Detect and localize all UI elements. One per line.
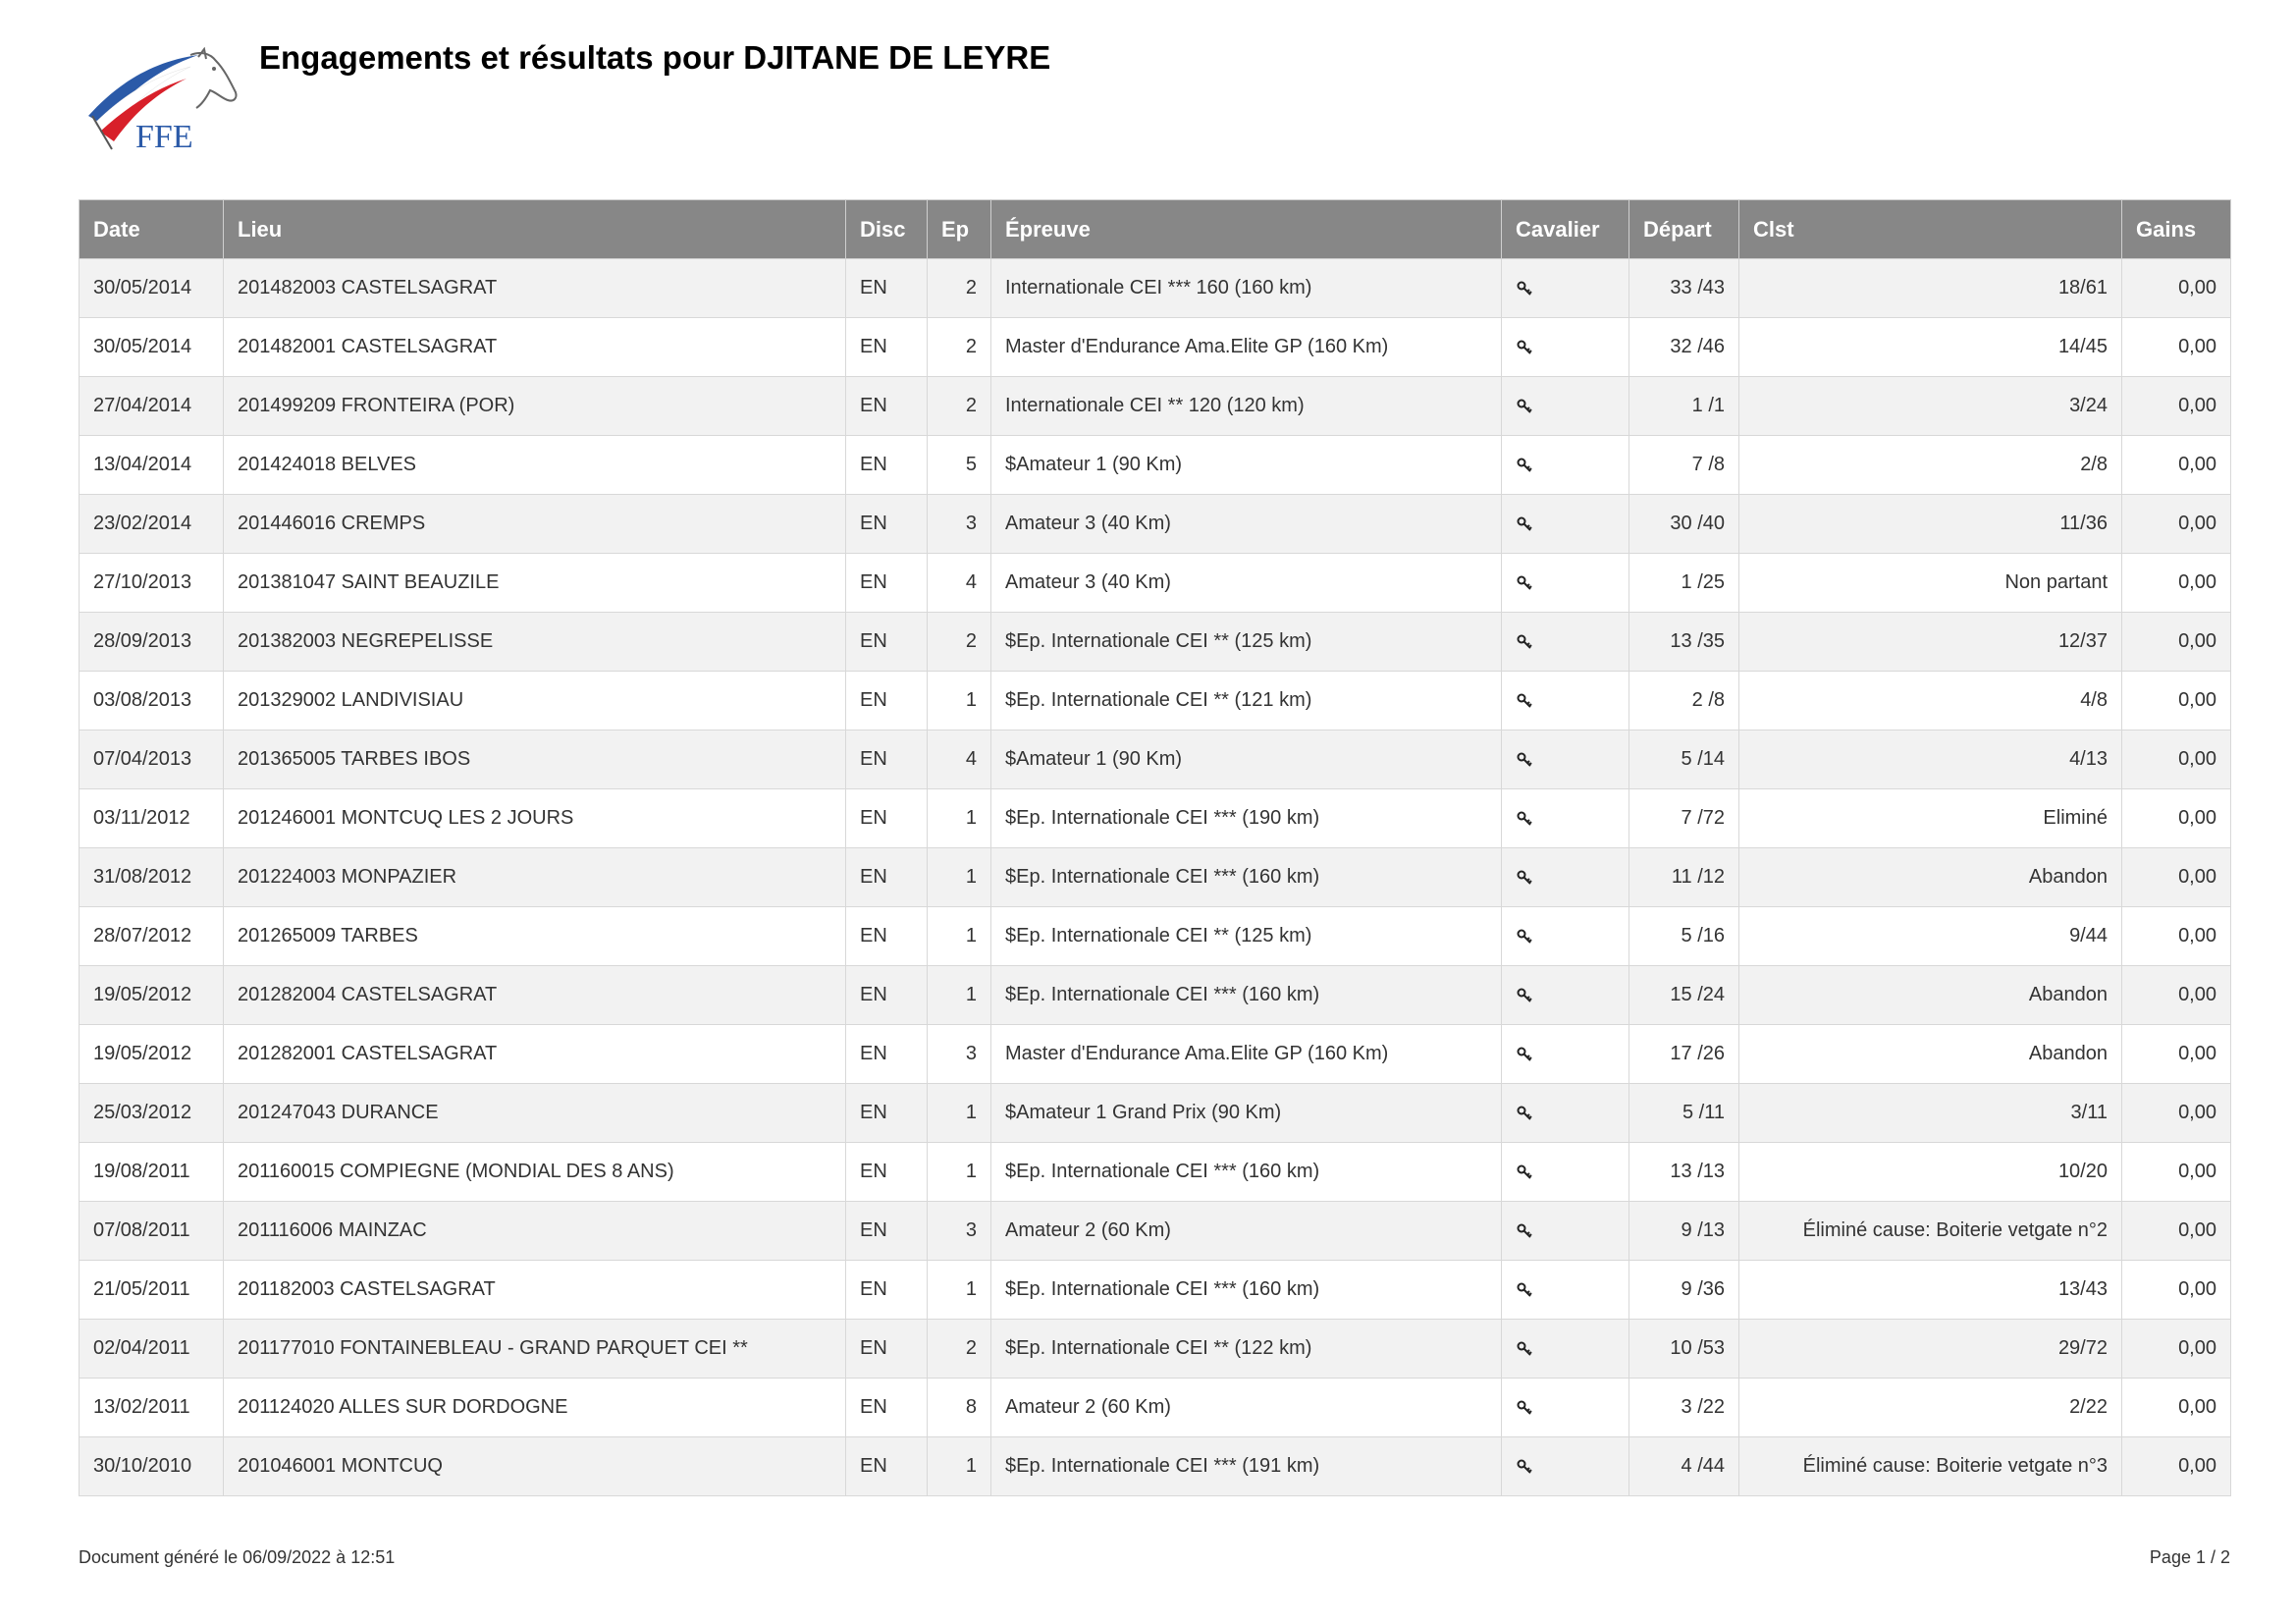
cell-depart: 17 /26 — [1629, 1025, 1739, 1084]
table-row — [80, 554, 2231, 613]
table-row — [80, 1025, 2231, 1084]
column-header-gains[interactable]: Gains — [2122, 200, 2231, 259]
table-row — [80, 1202, 2231, 1261]
cell-depart: 13 /35 — [1629, 613, 1739, 672]
cell-disc: EN — [846, 672, 928, 730]
key-icon — [1516, 691, 1535, 711]
key-icon — [1516, 338, 1535, 357]
cell-clst: Abandon — [1739, 1025, 2122, 1084]
cell-epreuve: Internationale CEI *** 160 (160 km) — [991, 259, 1502, 318]
ffe-horse-logo-icon — [80, 47, 247, 153]
results-table — [79, 199, 2231, 1496]
cell-cavalier[interactable] — [1502, 377, 1629, 436]
cell-depart: 3 /22 — [1629, 1379, 1739, 1437]
cell-ep: 1 — [928, 966, 991, 1025]
cell-disc: EN — [846, 554, 928, 613]
column-header-date[interactable]: Date — [80, 200, 224, 259]
cell-depart: 7 /8 — [1629, 436, 1739, 495]
cell-clst: 29/72 — [1739, 1320, 2122, 1379]
cell-lieu: 201499209 FRONTEIRA (POR) — [224, 377, 846, 436]
cell-epreuve: $Ep. Internationale CEI *** (160 km) — [991, 1143, 1502, 1202]
key-icon — [1516, 1339, 1535, 1359]
cell-clst: Abandon — [1739, 848, 2122, 907]
cell-date: 07/08/2011 — [80, 1202, 224, 1261]
cell-gains: 0,00 — [2122, 1379, 2231, 1437]
cell-lieu: 201116006 MAINZAC — [224, 1202, 846, 1261]
cell-clst: 2/8 — [1739, 436, 2122, 495]
column-header-depart[interactable]: Départ — [1629, 200, 1739, 259]
footer-page-number: Page 1 / 2 — [2149, 1547, 2230, 1567]
cell-epreuve: $Ep. Internationale CEI *** (190 km) — [991, 789, 1502, 848]
cell-date: 28/09/2013 — [80, 613, 224, 672]
cell-disc: EN — [846, 848, 928, 907]
column-header-disc[interactable]: Disc — [846, 200, 928, 259]
cell-cavalier[interactable] — [1502, 907, 1629, 966]
cell-gains: 0,00 — [2122, 436, 2231, 495]
ffe-logo — [80, 47, 247, 153]
cell-epreuve: $Ep. Internationale CEI *** (191 km) — [991, 1437, 1502, 1496]
cell-gains: 0,00 — [2122, 259, 2231, 318]
cell-cavalier[interactable] — [1502, 1437, 1629, 1496]
cell-disc: EN — [846, 259, 928, 318]
cell-lieu: 201160015 COMPIEGNE (MONDIAL DES 8 ANS) — [224, 1143, 846, 1202]
cell-lieu: 201247043 DURANCE — [224, 1084, 846, 1143]
cell-gains: 0,00 — [2122, 377, 2231, 436]
cell-date: 30/10/2010 — [80, 1437, 224, 1496]
cell-lieu: 201177010 FONTAINEBLEAU - GRAND PARQUET CEI ** — [224, 1320, 846, 1379]
cell-disc: EN — [846, 1379, 928, 1437]
cell-gains: 0,00 — [2122, 907, 2231, 966]
cell-disc: EN — [846, 1202, 928, 1261]
cell-clst: Éliminé cause: Boiterie vetgate n°2 — [1739, 1202, 2122, 1261]
cell-disc: EN — [846, 377, 928, 436]
column-header-lieu[interactable]: Lieu — [224, 200, 846, 259]
cell-depart: 5 /16 — [1629, 907, 1739, 966]
cell-gains: 0,00 — [2122, 1084, 2231, 1143]
cell-disc: EN — [846, 1143, 928, 1202]
cell-epreuve: Amateur 2 (60 Km) — [991, 1202, 1502, 1261]
key-icon — [1516, 868, 1535, 888]
cell-disc: EN — [846, 789, 928, 848]
cell-date: 03/11/2012 — [80, 789, 224, 848]
cell-cavalier[interactable] — [1502, 1261, 1629, 1320]
cell-depart: 4 /44 — [1629, 1437, 1739, 1496]
cell-disc: EN — [846, 1261, 928, 1320]
cell-epreuve: $Amateur 1 (90 Km) — [991, 730, 1502, 789]
cell-date: 19/08/2011 — [80, 1143, 224, 1202]
cell-lieu: 201381047 SAINT BEAUZILE — [224, 554, 846, 613]
cell-ep: 1 — [928, 672, 991, 730]
key-icon — [1516, 1457, 1535, 1477]
cell-ep: 1 — [928, 789, 991, 848]
cell-date: 03/08/2013 — [80, 672, 224, 730]
cell-cavalier[interactable] — [1502, 554, 1629, 613]
cell-cavalier[interactable] — [1502, 436, 1629, 495]
cell-depart: 15 /24 — [1629, 966, 1739, 1025]
cell-cavalier[interactable] — [1502, 848, 1629, 907]
cell-cavalier[interactable] — [1502, 730, 1629, 789]
cell-gains: 0,00 — [2122, 1143, 2231, 1202]
cell-disc: EN — [846, 1320, 928, 1379]
cell-epreuve: $Ep. Internationale CEI *** (160 km) — [991, 848, 1502, 907]
table-row — [80, 672, 2231, 730]
key-icon — [1516, 573, 1535, 593]
cell-gains: 0,00 — [2122, 1261, 2231, 1320]
cell-clst: Éliminé cause: Boiterie vetgate n°3 — [1739, 1437, 2122, 1496]
cell-lieu: 201424018 BELVES — [224, 436, 846, 495]
key-icon — [1516, 279, 1535, 298]
cell-cavalier[interactable] — [1502, 1084, 1629, 1143]
table-row — [80, 436, 2231, 495]
cell-ep: 1 — [928, 1143, 991, 1202]
cell-disc: EN — [846, 1084, 928, 1143]
cell-clst: Abandon — [1739, 966, 2122, 1025]
cell-clst: 3/11 — [1739, 1084, 2122, 1143]
key-icon — [1516, 1221, 1535, 1241]
table-row — [80, 318, 2231, 377]
cell-date: 30/05/2014 — [80, 318, 224, 377]
cell-ep: 4 — [928, 554, 991, 613]
cell-cavalier[interactable] — [1502, 613, 1629, 672]
table-row — [80, 1084, 2231, 1143]
cell-epreuve: Amateur 2 (60 Km) — [991, 1379, 1502, 1437]
cell-date: 23/02/2014 — [80, 495, 224, 554]
cell-gains: 0,00 — [2122, 495, 2231, 554]
key-icon — [1516, 1045, 1535, 1064]
cell-depart: 1 /25 — [1629, 554, 1739, 613]
cell-lieu: 201282004 CASTELSAGRAT — [224, 966, 846, 1025]
cell-epreuve: Master d'Endurance Ama.Elite GP (160 Km) — [991, 318, 1502, 377]
cell-depart: 32 /46 — [1629, 318, 1739, 377]
cell-ep: 2 — [928, 613, 991, 672]
cell-lieu: 201382003 NEGREPELISSE — [224, 613, 846, 672]
cell-ep: 1 — [928, 907, 991, 966]
cell-gains: 0,00 — [2122, 966, 2231, 1025]
cell-ep: 1 — [928, 1084, 991, 1143]
cell-depart: 30 /40 — [1629, 495, 1739, 554]
cell-date: 28/07/2012 — [80, 907, 224, 966]
key-icon — [1516, 809, 1535, 829]
cell-epreuve: $Amateur 1 (90 Km) — [991, 436, 1502, 495]
cell-epreuve: $Ep. Internationale CEI ** (122 km) — [991, 1320, 1502, 1379]
cell-date: 31/08/2012 — [80, 848, 224, 907]
table-row — [80, 789, 2231, 848]
cell-clst: 11/36 — [1739, 495, 2122, 554]
cell-ep: 5 — [928, 436, 991, 495]
cell-cavalier[interactable] — [1502, 789, 1629, 848]
cell-disc: EN — [846, 730, 928, 789]
cell-epreuve: $Ep. Internationale CEI *** (160 km) — [991, 1261, 1502, 1320]
cell-clst: 18/61 — [1739, 259, 2122, 318]
cell-clst: 4/8 — [1739, 672, 2122, 730]
cell-depart: 9 /13 — [1629, 1202, 1739, 1261]
key-icon — [1516, 1398, 1535, 1418]
cell-clst: 13/43 — [1739, 1261, 2122, 1320]
key-icon — [1516, 1163, 1535, 1182]
key-icon — [1516, 986, 1535, 1005]
cell-epreuve: $Amateur 1 Grand Prix (90 Km) — [991, 1084, 1502, 1143]
cell-disc: EN — [846, 318, 928, 377]
cell-clst: 9/44 — [1739, 907, 2122, 966]
cell-epreuve: $Ep. Internationale CEI ** (121 km) — [991, 672, 1502, 730]
cell-disc: EN — [846, 436, 928, 495]
table-row — [80, 377, 2231, 436]
cell-ep: 4 — [928, 730, 991, 789]
table-header-row — [80, 200, 2231, 259]
column-header-clst[interactable]: Clst — [1739, 200, 2122, 259]
cell-lieu: 201282001 CASTELSAGRAT — [224, 1025, 846, 1084]
cell-date: 19/05/2012 — [80, 1025, 224, 1084]
cell-depart: 10 /53 — [1629, 1320, 1739, 1379]
cell-gains: 0,00 — [2122, 1320, 2231, 1379]
cell-date: 13/02/2011 — [80, 1379, 224, 1437]
page-title: Engagements et résultats pour DJITANE DE LEYRE — [259, 39, 1051, 76]
key-icon — [1516, 632, 1535, 652]
cell-depart: 5 /11 — [1629, 1084, 1739, 1143]
key-icon — [1516, 1104, 1535, 1123]
cell-cavalier[interactable] — [1502, 259, 1629, 318]
cell-date: 21/05/2011 — [80, 1261, 224, 1320]
cell-cavalier[interactable] — [1502, 1379, 1629, 1437]
cell-ep: 8 — [928, 1379, 991, 1437]
cell-epreuve: $Ep. Internationale CEI *** (160 km) — [991, 966, 1502, 1025]
cell-clst: 10/20 — [1739, 1143, 2122, 1202]
cell-epreuve: Internationale CEI ** 120 (120 km) — [991, 377, 1502, 436]
cell-date: 25/03/2012 — [80, 1084, 224, 1143]
cell-lieu: 201224003 MONPAZIER — [224, 848, 846, 907]
column-header-ep[interactable]: Ep — [928, 200, 991, 259]
cell-ep: 2 — [928, 377, 991, 436]
cell-ep: 1 — [928, 848, 991, 907]
logo-text: FFE — [135, 119, 193, 153]
cell-gains: 0,00 — [2122, 848, 2231, 907]
table-row — [80, 1261, 2231, 1320]
cell-epreuve: $Ep. Internationale CEI ** (125 km) — [991, 613, 1502, 672]
column-header-epreuve[interactable]: Épreuve — [991, 200, 1502, 259]
cell-disc: EN — [846, 1437, 928, 1496]
cell-cavalier[interactable] — [1502, 966, 1629, 1025]
cell-ep: 2 — [928, 318, 991, 377]
table-row — [80, 259, 2231, 318]
cell-gains: 0,00 — [2122, 1202, 2231, 1261]
cell-ep: 3 — [928, 1025, 991, 1084]
column-header-cavalier[interactable]: Cavalier — [1502, 200, 1629, 259]
cell-clst: 12/37 — [1739, 613, 2122, 672]
cell-ep: 2 — [928, 259, 991, 318]
table-row — [80, 613, 2231, 672]
table-row — [80, 730, 2231, 789]
cell-disc: EN — [846, 907, 928, 966]
cell-cavalier[interactable] — [1502, 495, 1629, 554]
cell-date: 19/05/2012 — [80, 966, 224, 1025]
cell-lieu: 201446016 CREMPS — [224, 495, 846, 554]
cell-date: 30/05/2014 — [80, 259, 224, 318]
cell-ep: 3 — [928, 495, 991, 554]
cell-date: 02/04/2011 — [80, 1320, 224, 1379]
table-row — [80, 907, 2231, 966]
cell-clst: 3/24 — [1739, 377, 2122, 436]
cell-gains: 0,00 — [2122, 730, 2231, 789]
cell-disc: EN — [846, 613, 928, 672]
cell-gains: 0,00 — [2122, 554, 2231, 613]
cell-depart: 9 /36 — [1629, 1261, 1739, 1320]
cell-disc: EN — [846, 1025, 928, 1084]
cell-clst: 2/22 — [1739, 1379, 2122, 1437]
cell-epreuve: Amateur 3 (40 Km) — [991, 554, 1502, 613]
cell-cavalier[interactable] — [1502, 1320, 1629, 1379]
cell-cavalier[interactable] — [1502, 318, 1629, 377]
cell-date: 27/04/2014 — [80, 377, 224, 436]
table-row — [80, 1437, 2231, 1496]
table-row — [80, 966, 2231, 1025]
cell-gains: 0,00 — [2122, 1025, 2231, 1084]
cell-clst: 14/45 — [1739, 318, 2122, 377]
footer-generated-date: Document généré le 06/09/2022 à 12:51 — [79, 1547, 396, 1567]
cell-gains: 0,00 — [2122, 672, 2231, 730]
cell-epreuve: $Ep. Internationale CEI ** (125 km) — [991, 907, 1502, 966]
cell-depart: 1 /1 — [1629, 377, 1739, 436]
cell-cavalier[interactable] — [1502, 1202, 1629, 1261]
cell-clst: 4/13 — [1739, 730, 2122, 789]
cell-depart: 11 /12 — [1629, 848, 1739, 907]
key-icon — [1516, 750, 1535, 770]
cell-ep: 1 — [928, 1437, 991, 1496]
cell-depart: 33 /43 — [1629, 259, 1739, 318]
cell-lieu: 201482003 CASTELSAGRAT — [224, 259, 846, 318]
cell-gains: 0,00 — [2122, 789, 2231, 848]
key-icon — [1516, 927, 1535, 947]
cell-ep: 3 — [928, 1202, 991, 1261]
cell-disc: EN — [846, 966, 928, 1025]
cell-lieu: 201265009 TARBES — [224, 907, 846, 966]
cell-cavalier[interactable] — [1502, 1025, 1629, 1084]
table-row — [80, 1320, 2231, 1379]
cell-date: 27/10/2013 — [80, 554, 224, 613]
cell-date: 13/04/2014 — [80, 436, 224, 495]
cell-epreuve: Master d'Endurance Ama.Elite GP (160 Km) — [991, 1025, 1502, 1084]
cell-clst: Non partant — [1739, 554, 2122, 613]
cell-cavalier[interactable] — [1502, 672, 1629, 730]
cell-lieu: 201365005 TARBES IBOS — [224, 730, 846, 789]
results-body — [80, 259, 2231, 1496]
cell-depart: 5 /14 — [1629, 730, 1739, 789]
cell-epreuve: Amateur 3 (40 Km) — [991, 495, 1502, 554]
table-row — [80, 848, 2231, 907]
table-row — [80, 1379, 2231, 1437]
key-icon — [1516, 1280, 1535, 1300]
cell-lieu: 201329002 LANDIVISIAU — [224, 672, 846, 730]
key-icon — [1516, 397, 1535, 416]
cell-lieu: 201124020 ALLES SUR DORDOGNE — [224, 1379, 846, 1437]
cell-date: 07/04/2013 — [80, 730, 224, 789]
cell-ep: 2 — [928, 1320, 991, 1379]
cell-gains: 0,00 — [2122, 318, 2231, 377]
table-row — [80, 495, 2231, 554]
cell-depart: 7 /72 — [1629, 789, 1739, 848]
cell-clst: Eliminé — [1739, 789, 2122, 848]
cell-lieu: 201482001 CASTELSAGRAT — [224, 318, 846, 377]
cell-lieu: 201246001 MONTCUQ LES 2 JOURS — [224, 789, 846, 848]
key-icon — [1516, 456, 1535, 475]
cell-depart: 13 /13 — [1629, 1143, 1739, 1202]
cell-cavalier[interactable] — [1502, 1143, 1629, 1202]
cell-ep: 1 — [928, 1261, 991, 1320]
cell-gains: 0,00 — [2122, 613, 2231, 672]
cell-lieu: 201046001 MONTCUQ — [224, 1437, 846, 1496]
key-icon — [1516, 514, 1535, 534]
cell-gains: 0,00 — [2122, 1437, 2231, 1496]
cell-lieu: 201182003 CASTELSAGRAT — [224, 1261, 846, 1320]
cell-disc: EN — [846, 495, 928, 554]
cell-depart: 2 /8 — [1629, 672, 1739, 730]
table-row — [80, 1143, 2231, 1202]
